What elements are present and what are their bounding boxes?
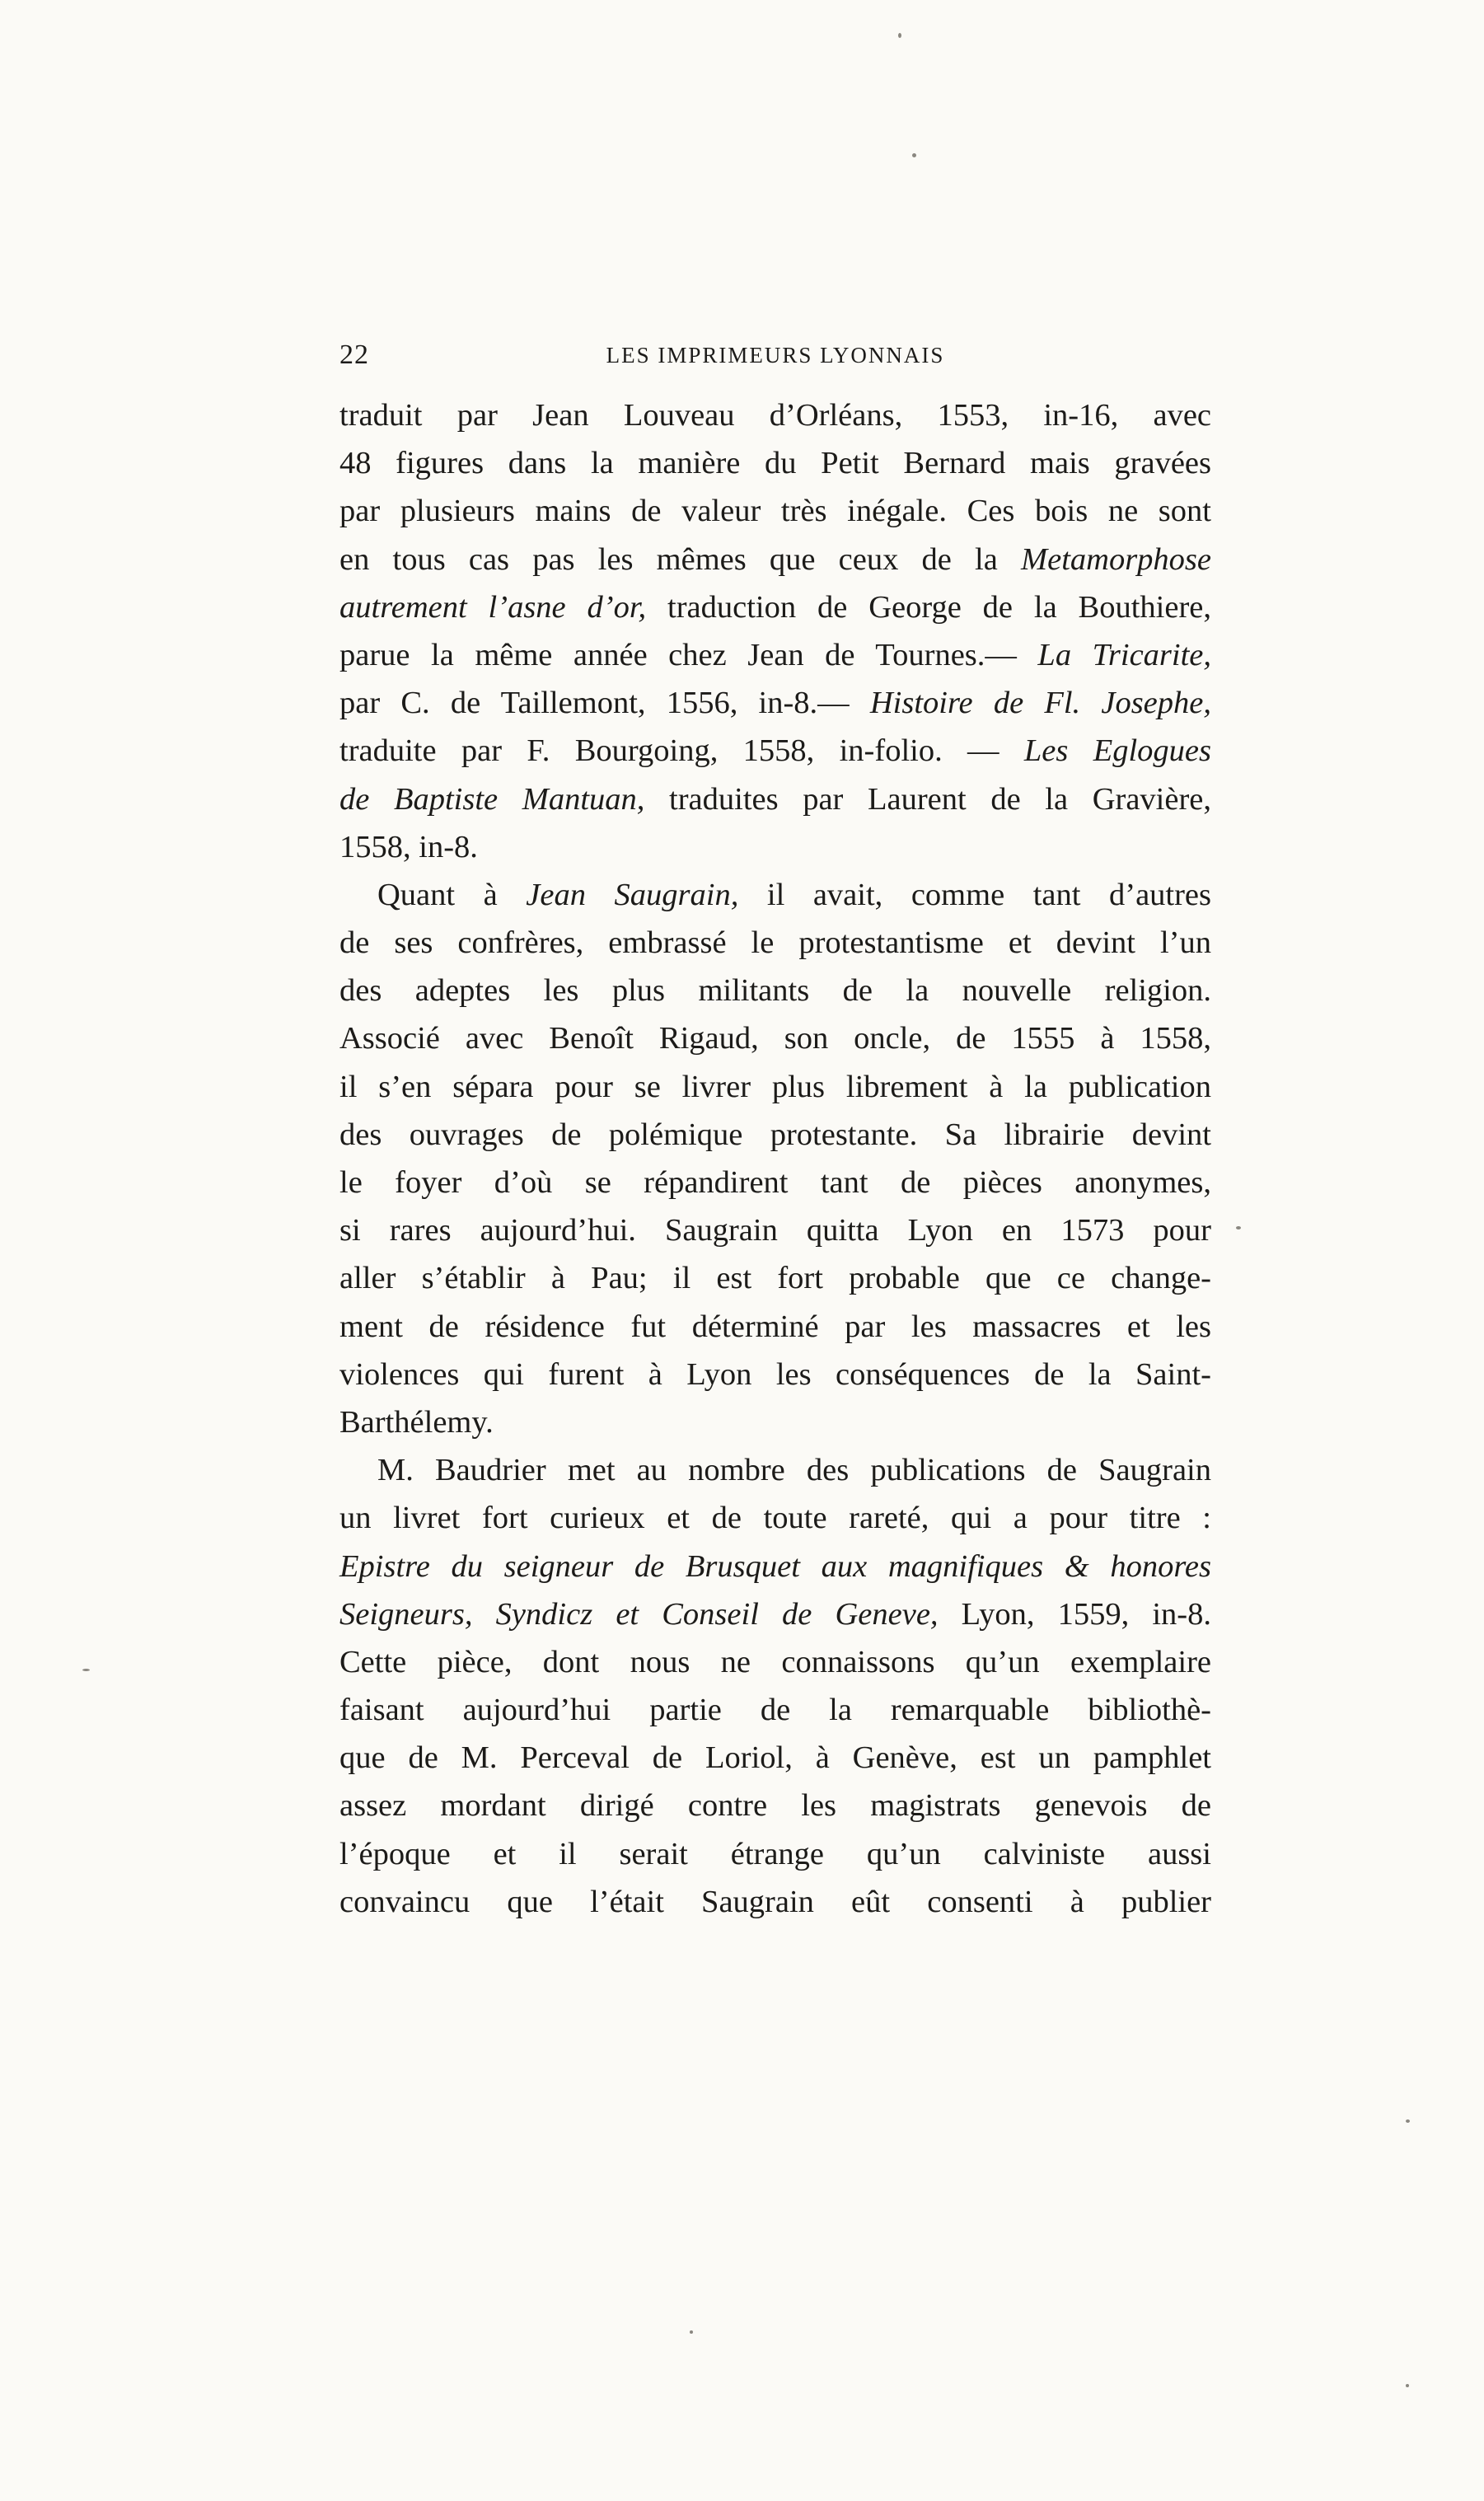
text-line bbox=[339, 1494, 1211, 1542]
text-segment: faisant aujourd’hui partie de la remarquable bibliothè- bbox=[339, 1693, 1211, 1728]
text-line bbox=[339, 1063, 1211, 1111]
text-segment: 1558, in-8. bbox=[339, 829, 478, 864]
text-segment: aller s’établir à Pau; il est fort probable que ce change- bbox=[339, 1261, 1211, 1296]
text-line bbox=[339, 536, 1211, 583]
italic-text-segment: Epistre du seigneur de Brusquet aux magnifiques & honores bbox=[339, 1548, 1211, 1584]
text-line bbox=[339, 439, 1211, 487]
text-segment: Associé avec Benoît Rigaud, son oncle, de 1555 à 1558, bbox=[339, 1021, 1211, 1056]
text-line bbox=[339, 1782, 1211, 1829]
text-segment: traduite par F. Bourgoing, 1558, in-folio. — bbox=[339, 733, 1024, 769]
text-line bbox=[339, 583, 1211, 631]
text-line bbox=[339, 775, 1211, 823]
text-segment: l’époque et il serait étrange qu’un calviniste aussi bbox=[339, 1836, 1211, 1871]
italic-text-segment: Metamorphose bbox=[1021, 541, 1211, 577]
italic-text-segment: Les Eglogues bbox=[1023, 733, 1211, 769]
text-line bbox=[339, 1351, 1211, 1398]
text-line bbox=[339, 1206, 1211, 1254]
text-line bbox=[339, 727, 1211, 775]
text-segment: Cette pièce, dont nous ne connaissons qu’un exemplaire bbox=[339, 1644, 1211, 1679]
scan-speck bbox=[690, 2330, 693, 2334]
italic-text-segment: Histoire de Fl. Josephe, bbox=[869, 686, 1211, 721]
text-line bbox=[339, 1686, 1211, 1734]
text-line bbox=[339, 1254, 1211, 1302]
text-line bbox=[339, 823, 1211, 871]
text-line bbox=[339, 1398, 1211, 1446]
italic-text-segment: autrement l’asne d’or, bbox=[339, 589, 647, 625]
running-title: LES IMPRIMEURS LYONNAIS bbox=[606, 343, 945, 368]
text-segment: par plusieurs mains de valeur très inégale. Ces bois ne sont bbox=[339, 494, 1211, 529]
scan-speck bbox=[1406, 2384, 1409, 2387]
text-segment: assez mordant dirigé contre les magistrats genevois de bbox=[339, 1788, 1211, 1824]
text-segment: de ses confrères, embrassé le protestantisme et devint l’un bbox=[339, 925, 1211, 961]
italic-text-segment: Jean Saugrain, bbox=[526, 877, 739, 912]
text-line bbox=[339, 967, 1211, 1014]
scan-speck bbox=[912, 153, 916, 157]
text-segment: violences qui furent à Lyon les conséquences de la Saint- bbox=[339, 1356, 1211, 1392]
text-segment: parue la même année chez Jean de Tournes.— bbox=[339, 637, 1038, 672]
text-segment: le foyer d’où se répandirent tant de pièces anonymes, bbox=[339, 1165, 1211, 1200]
text-segment: des adeptes les plus militants de la nouvelle religion. bbox=[339, 973, 1211, 1009]
text-segment: 48 figures dans la manière du Petit Bernard mais gravées bbox=[339, 446, 1211, 481]
scan-speck bbox=[898, 33, 901, 38]
text-line bbox=[339, 1590, 1211, 1638]
text-line bbox=[339, 1111, 1211, 1159]
text-segment: traduit par Jean Louveau d’Orléans, 1553, in-16, avec bbox=[339, 398, 1211, 433]
page-number: 22 bbox=[339, 340, 369, 370]
text-line bbox=[339, 487, 1211, 535]
text-segment: M. Baudrier met au nombre des publications de Saugrain bbox=[377, 1453, 1211, 1488]
text-line bbox=[339, 1159, 1211, 1206]
text-segment: Quant à bbox=[377, 877, 527, 912]
text-segment: si rares aujourd’hui. Saugrain quitta Lyon en 1573 pour bbox=[339, 1213, 1211, 1248]
scan-speck bbox=[1406, 2119, 1410, 2123]
text-line bbox=[339, 1638, 1211, 1686]
text-line bbox=[339, 1734, 1211, 1782]
text-segment: convaincu que l’était Saugrain eût consenti à publier bbox=[339, 1884, 1211, 1919]
italic-text-segment: Seigneurs, Syndicz et Conseil de Geneve, bbox=[339, 1596, 939, 1632]
text-line bbox=[339, 1830, 1211, 1878]
text-segment: ment de résidence fut déterminé par les massacres et les bbox=[339, 1309, 1211, 1344]
text-segment: des ouvrages de polémique protestante. Sa librairie devint bbox=[339, 1117, 1211, 1152]
text-segment: traduction de George de la Bouthiere, bbox=[646, 589, 1211, 625]
text-segment: Barthélemy. bbox=[339, 1404, 494, 1440]
page-header bbox=[339, 340, 1211, 381]
body-text bbox=[339, 391, 1211, 1926]
text-line bbox=[339, 871, 1211, 919]
text-line bbox=[339, 631, 1211, 679]
text-segment: par C. de Taillemont, 1556, in-8.— bbox=[339, 686, 870, 721]
scan-speck bbox=[82, 1669, 90, 1671]
text-segment: en tous cas pas les mêmes que ceux de la bbox=[339, 541, 1022, 577]
text-line bbox=[339, 679, 1211, 727]
text-line bbox=[339, 919, 1211, 967]
text-segment: il s’en sépara pour se livrer plus librement à la publication bbox=[339, 1069, 1211, 1104]
text-line bbox=[339, 1878, 1211, 1926]
text-segment: Lyon, 1559, in-8. bbox=[938, 1596, 1211, 1632]
text-segment: traduites par Laurent de la Gravière, bbox=[644, 781, 1211, 817]
text-line bbox=[339, 1303, 1211, 1351]
text-line bbox=[339, 1543, 1211, 1590]
text-segment: que de M. Perceval de Loriol, à Genève, est un pamphlet bbox=[339, 1740, 1211, 1776]
italic-text-segment: La Tricarite, bbox=[1037, 637, 1211, 672]
text-segment: un livret fort curieux et de toute rareté, qui a pour titre : bbox=[339, 1501, 1211, 1536]
italic-text-segment: de Baptiste Mantuan, bbox=[339, 781, 645, 817]
text-segment: il avait, comme tant d’autres bbox=[738, 877, 1212, 912]
text-line bbox=[339, 1446, 1211, 1494]
scan-speck bbox=[1236, 1226, 1241, 1229]
text-line bbox=[339, 391, 1211, 439]
text-line bbox=[339, 1014, 1211, 1062]
